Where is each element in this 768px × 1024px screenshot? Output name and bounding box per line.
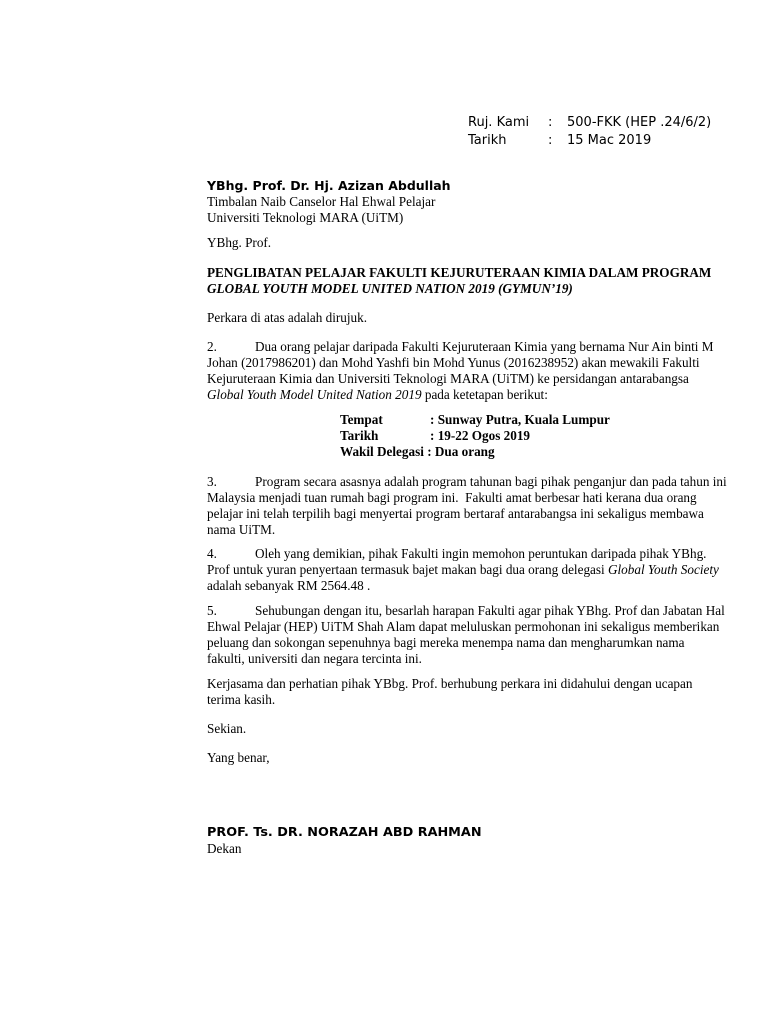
ruj-label: Ruj. Kami — [468, 115, 530, 130]
paragraph-5-line-2: Ehwal Pelajar (HEP) UiTM Shah Alam dapat meluluskan permohonan ini sekaligus memberikan — [207, 619, 720, 634]
paragraph-3-line-1: Program secara asasnya adalah program tahunan bagi pihak penganjur dan pada tahun ini — [255, 474, 727, 489]
paragraph-4-line-2: Prof untuk yuran penyertaan termasuk bajet makan bagi dua orang delegasi — [207, 562, 608, 577]
ruj-colon: : — [548, 115, 553, 130]
paragraph-5 — [207, 603, 742, 667]
paragraph-3-line-4: nama UiTM. — [207, 522, 276, 537]
paragraph-5-line-1: Sehubungan dengan itu, besarlah harapan Fakulti agar pihak YBhg. Prof dan Jabatan Hal — [255, 603, 725, 618]
recipient-position: Timbalan Naib Canselor Hal Ehwal Pelajar — [207, 194, 436, 209]
reference-tarikh-row — [468, 132, 711, 150]
paragraph-3 — [207, 474, 742, 538]
signatory-block — [207, 825, 742, 857]
paragraph-5-line-4: fakulti, universiti dan negara tercinta ini. — [207, 651, 422, 666]
paragraph-2-line-4: pada ketetapan berikut: — [421, 387, 548, 402]
paragraph-2-line-2: Johan (2017986201) dan Mohd Yashfi bin Mohd Yunus (2016238952) akan mewakili Fakulti — [207, 355, 700, 370]
recipient-name: YBhg. Prof. Dr. Hj. Azizan Abdullah — [207, 178, 451, 193]
paragraph-3-number: 3. — [207, 474, 217, 489]
detail-wakil-value: : Dua orang — [423, 444, 495, 459]
paragraph-2-number: 2. — [207, 339, 217, 354]
paragraph-2-line-3: Kejuruteraan Kimia dan Universiti Teknologi MARA (UiTM) ke persidangan antarabangsa — [207, 371, 689, 386]
paragraph-2-event-name: Global Youth Model United Nation 2019 — [207, 387, 422, 402]
paragraph-4-society-name: Global Youth Society — [607, 562, 719, 577]
paragraph-4-number: 4. — [207, 546, 217, 561]
ruj-value: 500-FKK (HEP .24/6/2) — [567, 115, 712, 130]
signatory-name: PROF. Ts. DR. NORAZAH ABD RAHMAN — [207, 825, 482, 840]
closing-line-2: terima kasih. — [207, 692, 276, 707]
salutation: YBhg. Prof. — [207, 235, 272, 250]
paragraph-2-line-1: Dua orang pelajar daripada Fakulti Kejuruteraan Kimia yang bernama Nur Ain binti M — [255, 339, 714, 354]
recipient-block — [207, 178, 742, 226]
paragraph-4 — [207, 546, 742, 594]
paragraph-4-line-3: adalah sebanyak RM 2564.48 . — [207, 578, 371, 593]
yang-benar-text: Yang benar, — [207, 750, 270, 765]
closing-paragraph — [207, 676, 742, 708]
closing-line-1: Kerjasama dan perhatian pihak YBbg. Prof. berhubung perkara ini didahului dengan ucapan — [207, 676, 693, 691]
paragraph-5-line-3: peluang dan sokongan sepenuhnya bagi mereka menempa nama dan mengharumkan nama — [207, 635, 685, 650]
detail-tarikh-value: : 19-22 Ogos 2019 — [430, 428, 531, 443]
intro-text: Perkara di atas adalah dirujuk. — [207, 310, 368, 325]
reference-ruj-row — [468, 114, 711, 132]
detail-tempat-value: : Sunway Putra, Kuala Lumpur — [430, 412, 610, 427]
subject — [207, 265, 742, 297]
paragraph-5-number: 5. — [207, 603, 217, 618]
detail-wakil-label: Wakil Delegasi — [340, 444, 424, 459]
detail-tarikh-row — [340, 428, 610, 444]
signatory-title: Dekan — [207, 841, 242, 856]
recipient-institution: Universiti Teknologi MARA (UiTM) — [207, 210, 404, 225]
event-details — [340, 412, 610, 460]
subject-line-2: GLOBAL YOUTH MODEL UNITED NATION 2019 (GYMUN’19) — [207, 281, 573, 296]
reference-block — [468, 114, 711, 150]
paragraph-4-line-1: Oleh yang demikian, pihak Fakulti ingin memohon peruntukan daripada pihak YBhg. — [255, 546, 707, 561]
paragraph-2 — [207, 339, 742, 403]
detail-wakil-row — [340, 444, 610, 460]
detail-tempat-row — [340, 412, 610, 428]
tarikh-label: Tarikh — [468, 133, 507, 148]
subject-line-1: PENGLIBATAN PELAJAR FAKULTI KEJURUTERAAN KIMIA DALAM PROGRAM — [207, 265, 712, 280]
detail-tarikh-label: Tarikh — [340, 428, 379, 443]
sekian-text: Sekian. — [207, 721, 247, 736]
tarikh-colon: : — [548, 133, 553, 148]
tarikh-value: 15 Mac 2019 — [567, 133, 652, 148]
paragraph-3-line-3: pelajar ini telah terpilih bagi menyertai program bertaraf antarabangsa ini sekaligus membawa — [207, 506, 704, 521]
paragraph-3-line-2: Malaysia menjadi tuan rumah bagi program ini. Fakulti amat berbesar hati kerana dua orang — [207, 490, 697, 505]
detail-tempat-label: Tempat — [340, 412, 383, 427]
